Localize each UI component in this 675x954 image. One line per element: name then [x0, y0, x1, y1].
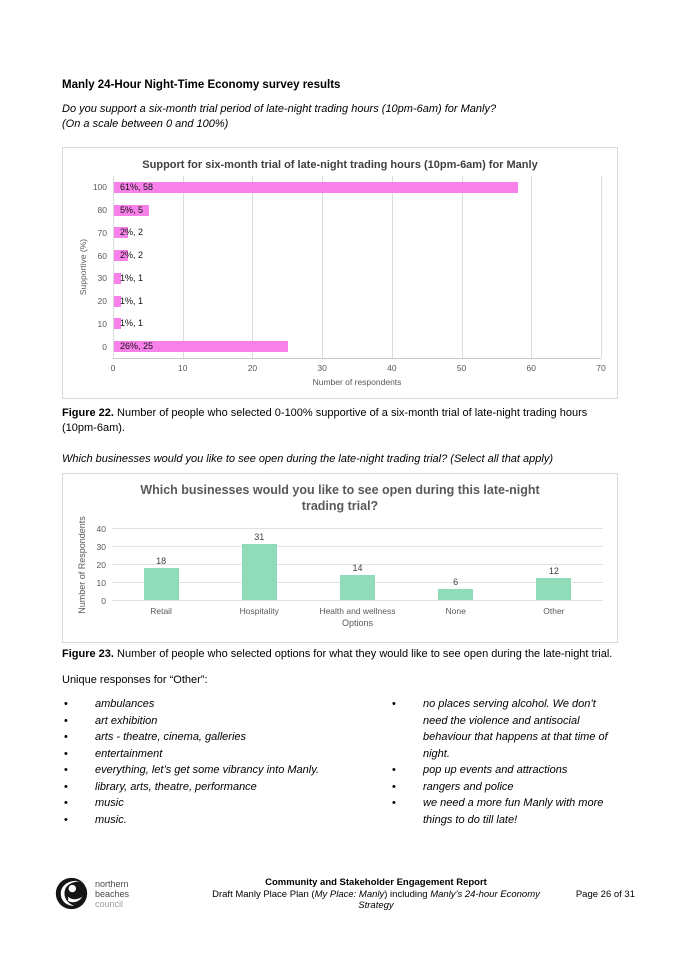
figure-22-text: Number of people who selected 0-100% supportive of a six-month trial of late-night trading hours (10pm-6am). — [62, 407, 588, 434]
list-item-text: we need a more fun Manly with more things to do till late! — [423, 797, 604, 826]
logo-line-1: northern — [95, 878, 129, 889]
list-item — [390, 795, 612, 828]
list-item-text: rangers and police — [423, 780, 514, 793]
x-tick-label: 20 — [247, 363, 258, 373]
gridline — [252, 176, 253, 358]
y-axis-title: Supportive (%) — [78, 238, 88, 296]
x-axis-title: Options — [341, 618, 374, 628]
logo-line-2: beaches — [95, 888, 130, 899]
figure-23-caption — [62, 647, 618, 662]
other-responses-list-left — [62, 696, 357, 828]
bullet-icon: • — [64, 797, 68, 809]
bar-value-label: 14 — [352, 562, 363, 573]
bar — [114, 182, 518, 193]
y-tick-label: 20 — [96, 560, 106, 570]
list-item-text: arts - theatre, cinema, galleries — [95, 731, 247, 743]
y-tick-label: 30 — [96, 542, 106, 552]
footer-text-segment: Manly’s 24-hour Economy Strategy — [358, 888, 540, 911]
list-item-text: ambulances — [95, 698, 155, 710]
chart-title: Which businesses would you like to see open during this late-night trading trial? — [140, 483, 540, 513]
x-axis-line — [113, 358, 601, 359]
bullet-icon: • — [64, 747, 68, 760]
bar — [242, 544, 277, 600]
list-item-text: entertainment — [95, 747, 163, 760]
x-category-label: Other — [543, 606, 565, 616]
other-responses-list-right — [390, 696, 612, 828]
x-tick-label: 10 — [177, 363, 188, 373]
x-category-label: Health and wellness — [319, 606, 396, 616]
bar-label: 1%, 1 — [120, 318, 144, 329]
x-tick-label: 70 — [596, 363, 606, 373]
y-tick-label: 0 — [101, 596, 106, 606]
x-tick-label: 0 — [110, 363, 116, 373]
bullet-icon: • — [392, 698, 396, 710]
survey-question-2: Which businesses would you like to see open during the late-night trading trial? (Select all that apply) — [62, 453, 553, 465]
footer-report-title-line2 — [209, 889, 544, 912]
list-item — [62, 812, 357, 829]
gridline — [112, 600, 603, 601]
bar-label: 2%, 2 — [120, 227, 144, 238]
bar — [144, 568, 179, 600]
y-category-label: 80 — [97, 205, 107, 216]
x-category-label: None — [445, 606, 466, 616]
figure-23-chart — [62, 473, 618, 643]
list-item — [62, 762, 357, 779]
council-logo-text — [95, 879, 129, 909]
chart-title: Support for six-month trial of late-night trading hours (10pm-6am) for Manly — [142, 159, 538, 171]
bullet-icon: • — [392, 764, 396, 776]
footer-text-segment: Draft Manly Place Plan ( — [212, 888, 315, 900]
y-axis-title: Number of Respondents — [77, 516, 87, 614]
y-category-label: 0 — [102, 341, 107, 352]
y-category-label: 60 — [97, 250, 107, 261]
list-item-text: library, arts, theatre, performance — [95, 780, 257, 793]
list-item — [62, 779, 357, 796]
list-item — [62, 696, 357, 713]
x-axis-title: Number of respondents — [312, 377, 402, 387]
list-item-text: no places serving alcohol. We don’t need the violence and antisocial behaviour that happens at that time of night. — [423, 698, 608, 760]
list-item — [390, 696, 612, 762]
y-category-label: 70 — [97, 227, 107, 238]
x-category-label: Retail — [150, 606, 172, 616]
bullet-icon: • — [392, 780, 396, 793]
y-tick-label: 10 — [96, 578, 106, 588]
page-footer — [55, 877, 635, 912]
list-item-text: pop up events and attractions — [423, 764, 568, 776]
list-item — [62, 795, 357, 812]
bar-value-label: 6 — [453, 577, 459, 588]
figure-23-label: Figure 23. — [62, 648, 114, 660]
list-item-text: art exhibition — [95, 714, 158, 727]
survey-question-1 — [62, 102, 618, 132]
bar-label: 61%, 58 — [120, 181, 154, 192]
bar-value-label: 12 — [548, 566, 559, 577]
footer-text-segment: My Place: Manly — [314, 888, 385, 900]
bar — [438, 589, 473, 600]
list-item-text: music. — [95, 813, 127, 826]
x-tick-label: 40 — [387, 363, 397, 373]
logo-line-3: council — [95, 898, 124, 909]
list-item — [390, 762, 612, 779]
bar — [340, 575, 375, 600]
list-item — [62, 713, 357, 730]
bar — [536, 578, 571, 600]
other-responses-columns — [62, 696, 618, 828]
council-logo-block — [55, 877, 195, 910]
figure-22-chart — [62, 147, 618, 399]
section-heading: Manly 24-Hour Night-Time Economy survey results — [62, 79, 341, 91]
bar-value-label: 31 — [254, 532, 265, 543]
y-category-label: 20 — [97, 296, 107, 307]
survey-question-1-line2: (On a scale between 0 and 100%) — [62, 118, 229, 130]
gridline — [392, 176, 393, 358]
gridline — [322, 176, 323, 358]
list-item — [390, 779, 612, 796]
bullet-icon: • — [64, 731, 68, 743]
gridline — [112, 528, 603, 529]
x-tick-label: 60 — [526, 363, 537, 373]
x-tick-label: 30 — [317, 363, 327, 373]
footer-report-title-line1: Community and Stakeholder Engagement Report — [265, 877, 487, 888]
figure-23-text: Number of people who selected options for what they would like to see open during the late-night trial. — [113, 648, 613, 660]
gridline — [462, 176, 463, 358]
bullet-icon: • — [64, 698, 68, 710]
bullet-icon: • — [64, 813, 68, 826]
y-category-label: 10 — [97, 318, 107, 329]
gridline — [601, 176, 602, 358]
other-responses-intro: Unique responses for “Other”: — [62, 674, 208, 686]
gridline — [113, 176, 114, 358]
x-category-label: Hospitality — [239, 606, 279, 616]
bullet-icon: • — [392, 797, 396, 809]
figure-22-label: Figure 22. — [62, 407, 114, 419]
y-category-label: 30 — [97, 273, 107, 284]
list-item-text: music — [95, 797, 124, 809]
list-item — [62, 746, 357, 763]
y-tick-label: 40 — [96, 524, 106, 534]
survey-question-1-line1: Do you support a six-month trial period of late-night trading hours (10pm-6am) for Manly? — [62, 103, 497, 115]
bar-label: 2%, 2 — [120, 250, 144, 261]
list-item-text: everything, let’s get some vibrancy into Manly. — [95, 764, 319, 776]
y-category-label: 100 — [92, 182, 107, 193]
northern-beaches-council-logo — [55, 877, 88, 910]
plot-area — [92, 176, 606, 373]
plot-area — [96, 524, 603, 616]
bullet-icon: • — [64, 780, 68, 793]
bar-label: 1%, 1 — [120, 272, 144, 283]
gridline — [531, 176, 532, 358]
bar-value-label: 18 — [156, 555, 167, 566]
figure-22-caption — [62, 406, 618, 436]
page-number: Page 26 of 31 — [575, 889, 635, 900]
bullet-icon: • — [64, 714, 68, 727]
bar-label: 26%, 25 — [120, 341, 154, 352]
x-tick-label: 50 — [456, 363, 467, 373]
bar-label: 5%, 5 — [120, 204, 144, 215]
list-item — [62, 729, 357, 746]
gridline — [183, 176, 184, 358]
bullet-icon: • — [64, 764, 68, 776]
footer-text-segment: ) including — [384, 888, 431, 900]
gridline — [112, 546, 603, 547]
footer-report-title — [195, 877, 557, 912]
bar-label: 1%, 1 — [120, 295, 144, 306]
